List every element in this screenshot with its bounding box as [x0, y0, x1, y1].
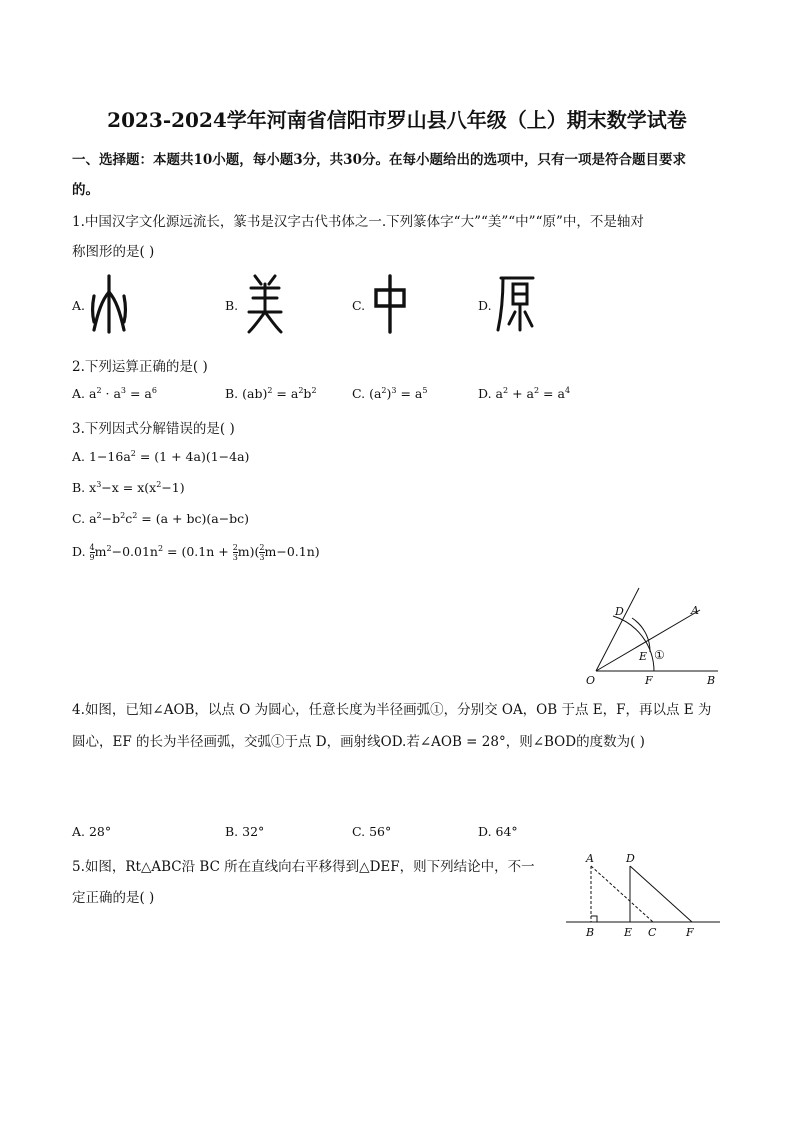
seal-script-yuan-glyph: [495, 272, 537, 336]
q3-option-b: B. $x^3-x = x(x^2-1)$: [72, 480, 185, 496]
q4-option-a: A. 28°: [72, 824, 112, 839]
seal-script-mei-glyph: [245, 272, 285, 336]
q1-option-d-label: D.: [478, 298, 492, 313]
right-angle-mark: [591, 916, 597, 922]
segment-ac: [591, 866, 653, 922]
label-a: A: [691, 604, 699, 617]
q2-option-c: C. $(a^2)^3 = a^5$: [352, 386, 428, 402]
q5-stem-line2: 定正确的是( ): [72, 890, 155, 906]
q1-stem-line2: 称图形的是( ): [72, 244, 155, 260]
q3-option-a: A. $1-16a^2 = (1 + 4a)(1-4a)$: [72, 449, 250, 465]
q2-stem: 2.下列运算正确的是( ): [72, 359, 208, 375]
label-d: D: [626, 852, 635, 865]
label-e: E: [624, 926, 633, 939]
section-heading-line1: 一、选择题：本题共10小题，每小题3分，共30分。在每小题给出的选项中，只有一项是符合题目要求: [72, 152, 686, 168]
q4-stem-line1: 4.如图，已知∠AOB，以点 O 为圆心，任意长度为半径画弧①，分别交 OA，OB 于点 E，F，再以点 E 为: [72, 702, 712, 718]
arc-1: [613, 616, 654, 671]
q1-stem-line1: 1.中国汉字文化源远流长，篆书是汉字古代书体之一.下列篆体字“大”“美”“中”“原”中，不是轴对: [72, 214, 644, 230]
q2-option-a: A. $a^2 \cdot a^3 = a^6$: [72, 386, 157, 402]
q2-option-b: B. $(ab)^2 = a^2b^2$: [225, 386, 317, 402]
label-c: C: [648, 926, 657, 939]
page-title: 2023-2024学年河南省信阳市罗山县八年级（上）期末数学试卷: [107, 108, 687, 132]
q2-option-d: D. $a^2 + a^2 = a^4$: [478, 386, 571, 402]
label-e: E: [639, 650, 648, 663]
label-b: B: [707, 674, 716, 687]
q4-option-b: B. 32°: [225, 824, 265, 839]
label-b: B: [586, 926, 595, 939]
label-d: D: [615, 605, 624, 618]
q1-option-b-label: B.: [225, 298, 239, 313]
seal-script-da-glyph: [88, 272, 130, 336]
q3-option-d: D. $\frac{4}{9}$ $m^2-0.01n^2 = (0.1n$ + $\frac{2}{3}$ m)( $\frac{2}{3}$ m−0.1n): [72, 543, 320, 562]
seal-script-zhong-glyph: [370, 272, 410, 336]
q3-stem: 3.下列因式分解错误的是( ): [72, 421, 235, 437]
q4-stem-line2: 圆心，EF 的长为半径画弧，交弧①于点 D，画射线OD.若∠AOB = 28°，则∠BOD的度数为( ): [72, 734, 645, 750]
q1-option-c-label: C.: [352, 298, 366, 313]
label-o: O: [586, 674, 596, 687]
segment-df: [630, 866, 692, 922]
q4-option-c: C. 56°: [352, 824, 392, 839]
q5-stem-line1: 5.如图，Rt△ABC沿 BC 所在直线向右平移得到△DEF，则下列结论中，不一: [72, 859, 535, 875]
section-heading-line2: 的。: [72, 182, 99, 198]
q4-angle-figure: [578, 580, 728, 690]
label-f: F: [686, 926, 694, 939]
q4-option-d: D. 64°: [478, 824, 518, 839]
q1-option-a-label: A.: [72, 298, 86, 313]
q5-translation-figure: [560, 848, 725, 943]
label-a: A: [586, 852, 594, 865]
label-f: F: [645, 674, 653, 687]
q3-option-c: C. $a^2-b^2c^2 = (a + bc)(a-bc)$: [72, 511, 250, 527]
arc-1-marker: ①: [654, 648, 665, 662]
